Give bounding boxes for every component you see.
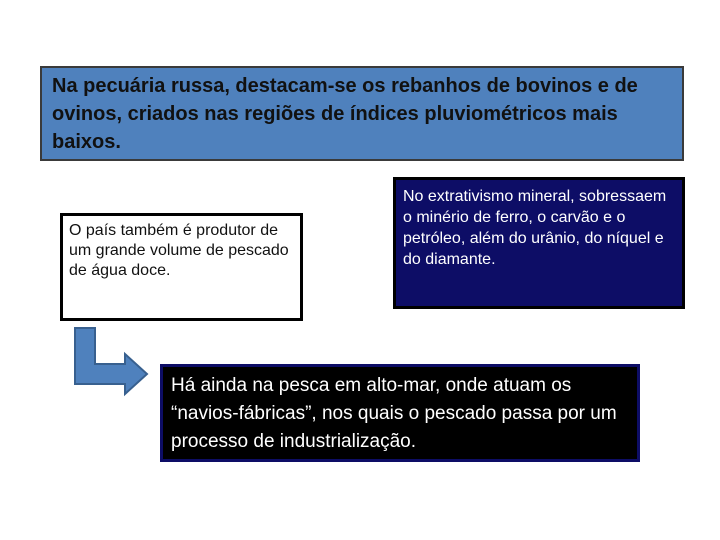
bent-arrow-right-icon [70,326,152,398]
deep-sea-fishing-text-box: Há ainda na pesca em alto-mar, onde atuam os “navios-fábricas”, nos quais o pescado passa por um processo de industrialização. [160,364,640,462]
mineral-extraction-text-box: No extrativismo mineral, sobressaem o minério de ferro, o carvão e o petróleo, além do urânio, do níquel e do diamante. [393,177,685,309]
freshwater-fish-text-box: O país também é produtor de um grande volume de pescado de água doce. [60,213,303,321]
livestock-text-box: Na pecuária russa, destacam-se os rebanhos de bovinos e de ovinos, criados nas regiões de índices pluviométricos mais baixos. [40,66,684,161]
